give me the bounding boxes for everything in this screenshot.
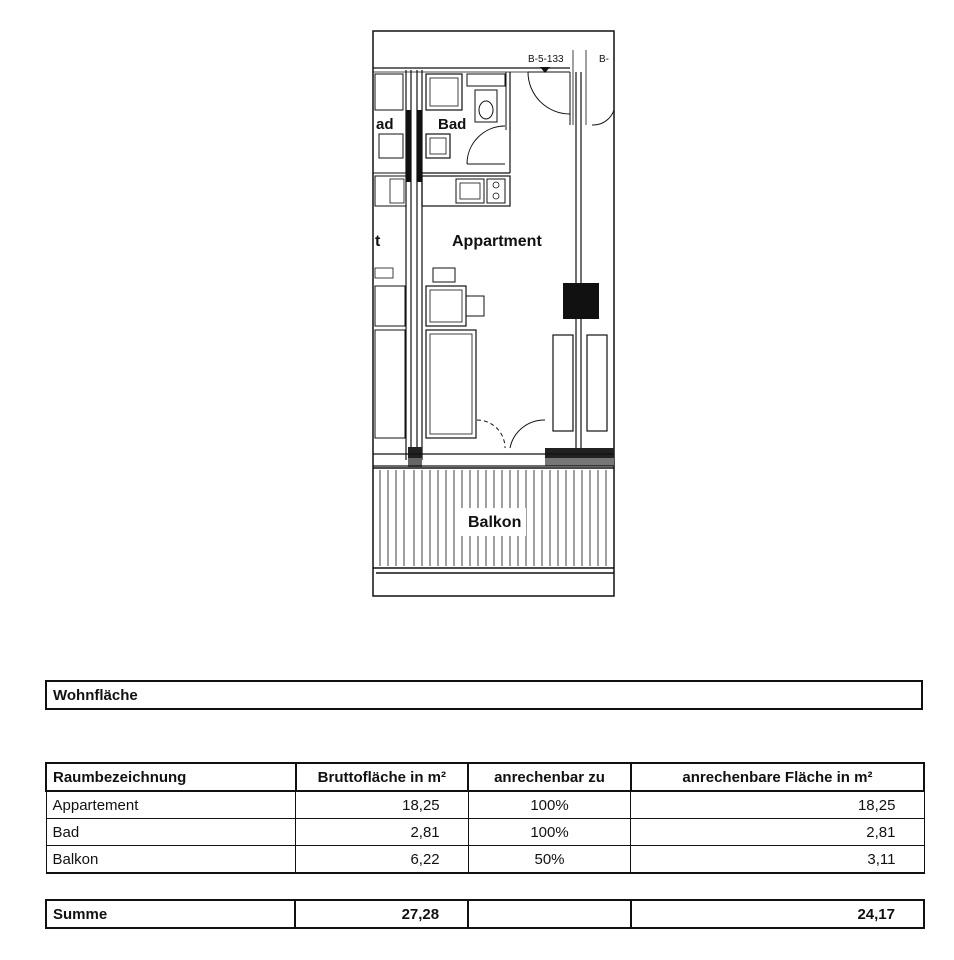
right-partition-wall [573, 50, 586, 448]
bed [426, 330, 476, 438]
credited-area: 2,81 [631, 819, 924, 846]
header-anrechenbar-zu: anrechenbar zu [468, 763, 631, 791]
brutto-area: 2,81 [296, 819, 469, 846]
wardrobes [553, 335, 607, 431]
room-label-bad: Bad [438, 116, 467, 133]
service-shaft [563, 283, 599, 319]
header-anrechenbare-flaeche: anrechenbare Fläche in m² [631, 763, 924, 791]
unit-number-label: B-5-133 [528, 54, 564, 65]
floor-plan [370, 30, 618, 598]
room-label-appartment-neighbor: t [375, 233, 381, 250]
table-row [46, 846, 924, 874]
room-name: Balkon [46, 846, 296, 874]
summary-row [46, 900, 924, 928]
kitchenette [422, 176, 510, 206]
table-row [46, 791, 924, 819]
entry-door [528, 72, 614, 125]
neighbor-unit-label: B- [599, 54, 609, 65]
table-header-row [46, 763, 924, 791]
balcony-door [477, 420, 545, 448]
room-name: Bad [46, 819, 296, 846]
wohnflaeche-box [45, 680, 923, 710]
summary-empty-cell [468, 900, 631, 928]
room-label-bad-neighbor: ad [376, 116, 394, 133]
credited-area: 18,25 [631, 791, 924, 819]
summary-brutto: 27,28 [295, 900, 468, 928]
desk-and-chair [426, 268, 484, 326]
summary-table [45, 899, 925, 929]
summary-credited-area: 24,17 [631, 900, 924, 928]
left-partition-wall [406, 70, 422, 467]
area-table [45, 762, 925, 874]
room-label-balkon: Balkon [468, 514, 522, 531]
credit-percent: 100% [468, 791, 631, 819]
header-bruttoflaeche: Bruttofläche in m² [296, 763, 469, 791]
credited-area: 3,11 [631, 846, 924, 874]
floor-plan-drawing [370, 30, 618, 598]
brutto-area: 6,22 [296, 846, 469, 874]
room-name: Appartement [46, 791, 296, 819]
table-row [46, 819, 924, 846]
credit-percent: 100% [468, 819, 631, 846]
wohnflaeche-title: Wohnfläche [46, 681, 922, 709]
header-raumbezeichnung: Raumbezeichnung [46, 763, 296, 791]
credit-percent: 50% [468, 846, 631, 874]
room-label-appartment: Appartment [452, 233, 542, 250]
summary-label: Summe [46, 900, 295, 928]
brutto-area: 18,25 [296, 791, 469, 819]
